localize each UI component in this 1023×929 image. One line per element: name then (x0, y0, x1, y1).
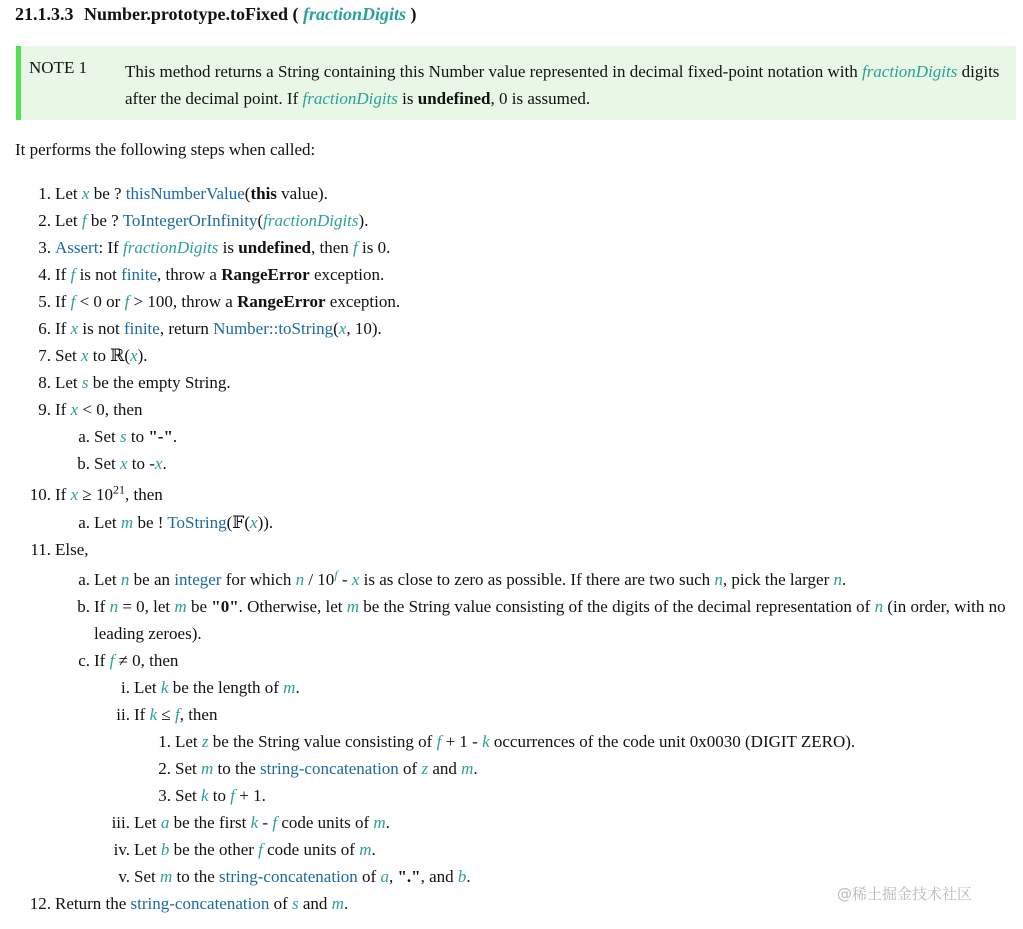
section-number: 21.1.3.3 (15, 4, 74, 24)
step-number: 12. (29, 894, 51, 913)
step-number: 7. (38, 346, 51, 365)
link-assert[interactable]: Assert (55, 238, 99, 257)
link-string-concatenation[interactable]: string-concatenation (260, 759, 399, 778)
link-string-concatenation[interactable]: string-concatenation (130, 894, 270, 913)
step-4: If f is not finite, throw a RangeError exception. (55, 265, 385, 284)
link-to-integer-or-infinity[interactable]: ToIntegerOrInfinity (122, 211, 258, 230)
step-11c: If f ≠ 0, then (94, 651, 179, 670)
step-number: a. (78, 513, 90, 532)
step-number: iii. (111, 813, 130, 832)
step-8: Let s be the empty String. (55, 373, 231, 392)
step-11c-iii: Let a be the first k - f code units of m. (134, 813, 390, 832)
step-number: 6. (38, 319, 51, 338)
link-finite[interactable]: finite (123, 319, 160, 338)
step-9b: Set x to -x. (94, 454, 167, 473)
step-11b: If n = 0, let m be "0". Otherwise, let m be the String value consisting of the digits of the decimal representation of n (in order, with no leading zeroes). (94, 597, 1006, 643)
step-11: Else, (55, 540, 89, 559)
step-number: b. (77, 597, 90, 616)
step-number: 2. (158, 759, 171, 778)
step-11c-ii-2: Set m to the string-concatenation of z and m. (175, 759, 478, 778)
step-10: If $x \ge 10^{21}$, then (55, 482, 163, 504)
step-number: 1. (158, 732, 171, 751)
step-2: Let f be ? ToIntegerOrInfinity(fractionDigits). (55, 211, 369, 230)
step-11c-v: Set m to the string-concatenation of a, ".", and b. (134, 867, 471, 886)
step-number: 8. (38, 373, 51, 392)
step-10a: Let m be ! ToString(𝔽(x)). (94, 513, 274, 532)
step-number: ii. (116, 705, 130, 724)
step-5: If f < 0 or f > 100, throw a RangeError exception. (55, 292, 401, 311)
step-12: Return the string-concatenation of s and m. (55, 894, 349, 913)
link-to-string[interactable]: ToString (167, 513, 227, 532)
step-number: 10. (29, 485, 51, 504)
step-7: Set x to ℝ(x). (55, 346, 148, 365)
step-number: b. (77, 454, 90, 473)
step-number: 2. (38, 211, 51, 230)
param-fraction-digits: fractionDigits (303, 4, 407, 24)
step-6: If x is not finite, return Number::toString(x, 10). (55, 319, 382, 338)
step-number: i. (121, 678, 130, 697)
step-11c-ii-3: Set k to f + 1. (175, 786, 266, 805)
note-label: NOTE 1 (29, 58, 88, 77)
step-11c-ii-1: Let z be the String value consisting of f + 1 - k occurrences of the code unit 0x0030 (DIGIT ZERO). (175, 732, 856, 751)
step-number: 9. (38, 400, 51, 419)
link-number-to-string[interactable]: Number::toString (213, 319, 334, 338)
step-number: c. (78, 651, 90, 670)
watermark: @稀土掘金技术社区 (837, 885, 973, 903)
step-11c-ii: If k ≤ f, then (134, 705, 218, 724)
link-integer[interactable]: integer (174, 570, 222, 589)
note-text: This method returns a String containing this Number value represented in decimal fixed-point notation with fractionDigits digits after the decimal point. If fractionDigits is undefined, 0 is assumed. (125, 62, 1000, 108)
step-number: 5. (38, 292, 51, 311)
step-9a: Set s to "-". (94, 427, 178, 446)
step-11c-i: Let k be the length of m. (134, 678, 300, 697)
step-11a: Let n be an integer for which n / 10$^f$ - x is as close to zero as possible. If there are two such n, pick the larger n. (94, 567, 847, 589)
step-number: a. (78, 427, 90, 446)
step-number: v. (118, 867, 130, 886)
step-number: 1. (38, 184, 51, 203)
step-11c-iv: Let b be the other f code units of m. (134, 840, 376, 859)
step-number: 3. (38, 238, 51, 257)
method-name: Number.prototype.toFixed (84, 4, 288, 24)
link-string-concatenation[interactable]: string-concatenation (219, 867, 358, 886)
step-1: Let x be ? thisNumberValue(this value). (55, 184, 328, 203)
step-3: Assert: If fractionDigits is undefined, then f is 0. (55, 238, 391, 257)
step-number: iv. (113, 840, 130, 859)
step-9: If x < 0, then (55, 400, 143, 419)
step-number: 3. (158, 786, 171, 805)
section-heading: 21.1.3.3 Number.prototype.toFixed ( fractionDigits ) (15, 4, 417, 24)
step-number: 11. (30, 540, 51, 559)
link-this-number-value[interactable]: thisNumberValue (125, 184, 245, 203)
step-number: a. (78, 570, 90, 589)
note-box (16, 46, 1016, 120)
step-number: 4. (38, 265, 51, 284)
intro-text: It performs the following steps when called: (15, 140, 316, 159)
link-finite[interactable]: finite (121, 265, 158, 284)
